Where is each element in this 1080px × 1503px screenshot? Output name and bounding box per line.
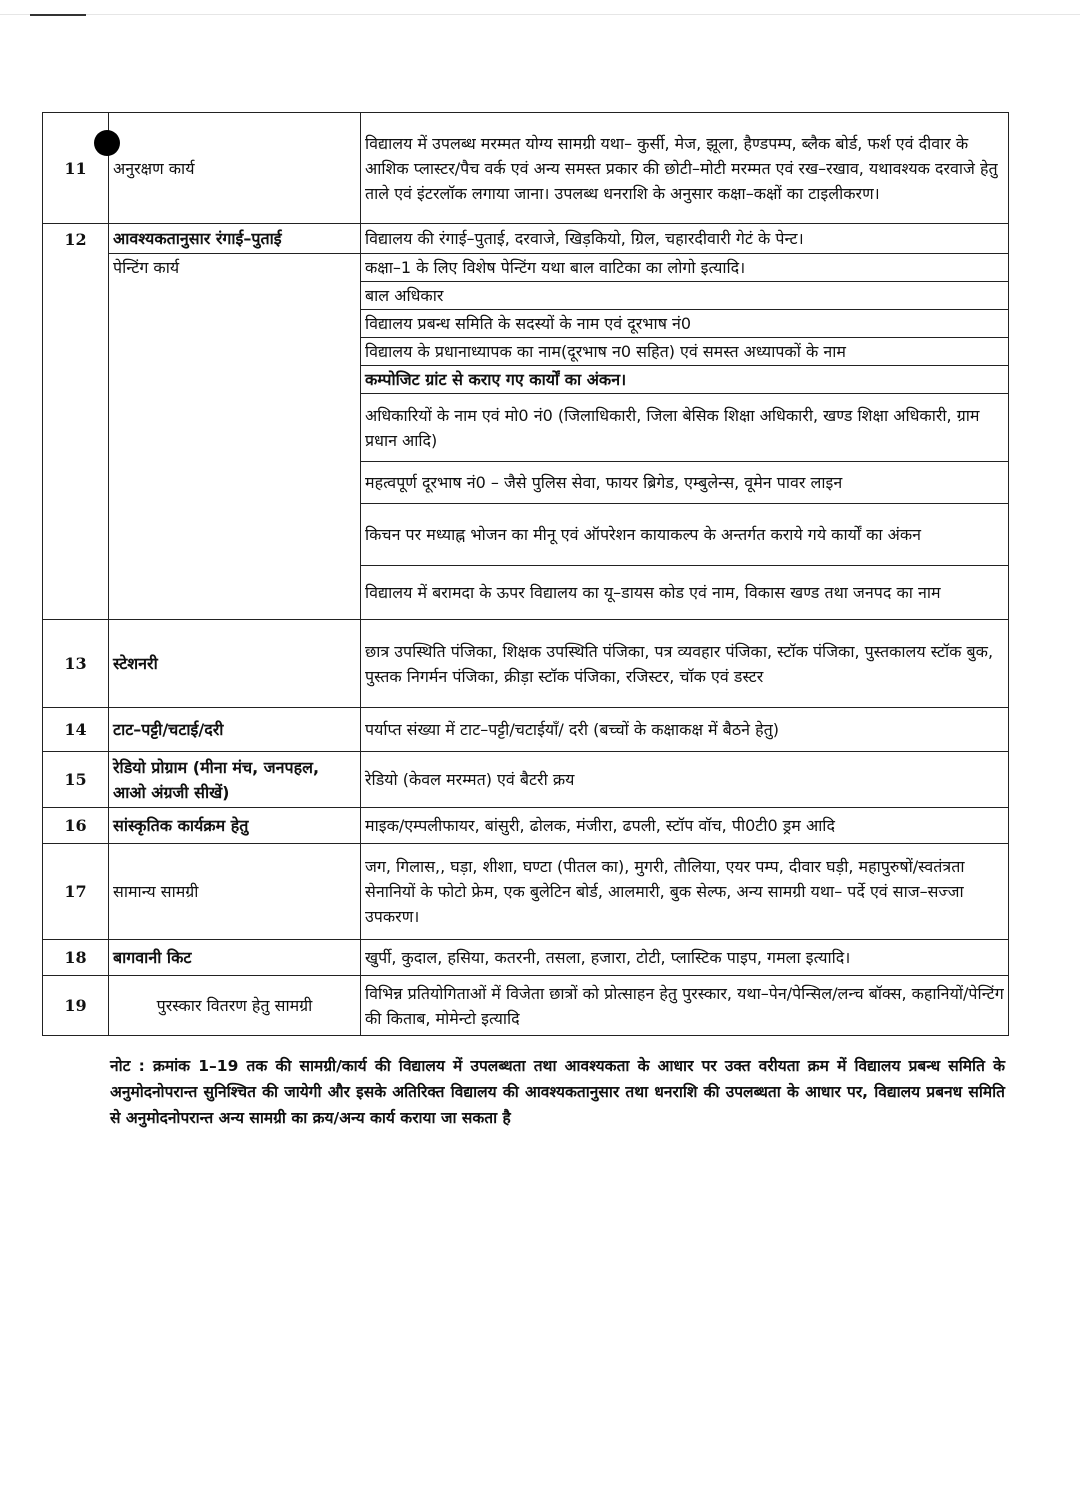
- table-row: [43, 224, 1009, 254]
- painting-item: कम्पोजिट ग्रांट से कराए गए कार्यों का अंकन।: [361, 366, 1009, 394]
- row-number: 13: [43, 620, 109, 708]
- school-grant-works-table: [42, 112, 1009, 1036]
- row-number: 17: [43, 844, 109, 940]
- painting-item: महत्वपूर्ण दूरभाष नं0 – जैसे पुलिस सेवा, फायर ब्रिगेड, एम्बुलेन्स, वूमेन पावर लाइन: [361, 462, 1009, 504]
- work-description: पर्याप्त संख्या में टाट–पट्टी/चटाईयाँ/ दरी (बच्चों के कक्षाकक्ष में बैठने हेतु): [361, 708, 1009, 752]
- work-description: छात्र उपस्थिति पंजिका, शिक्षक उपस्थिति पंजिका, पत्र व्यवहार पंजिका, स्टॉक पंजिका, पुस्तकालय स्टॉक बुक, पुस्तक निगर्मन पंजिका, क्रीड़ा स्टॉक पंजिका, रजिस्टर, चॉक एवं डस्टर: [361, 620, 1009, 708]
- row-number: 18: [43, 940, 109, 976]
- painting-item: विद्यालय के प्रधानाध्यापक का नाम(दूरभाष न0 सहित) एवं समस्त अध्यापकों के नाम: [361, 338, 1009, 366]
- table-row: [43, 808, 1009, 844]
- painting-item: कक्षा–1 के लिए विशेष पेन्टिंग यथा बाल वाटिका का लोगो इत्यादि।: [361, 254, 1009, 282]
- work-name: सामान्य सामग्री: [109, 844, 361, 940]
- work-name: बागवानी किट: [109, 940, 361, 976]
- table-row: [43, 620, 1009, 708]
- work-name: आवश्यकतानुसार रंगाई–पुताई: [109, 224, 361, 254]
- work-name: पुरस्कार वितरण हेतु सामग्री: [109, 976, 361, 1036]
- painting-item: अधिकारियों के नाम एवं मो0 नं0 (जिलाधिकारी, जिला बेसिक शिक्षा अधिकारी, खण्ड शिक्षा अधिकारी, ग्राम प्रधान आदि): [361, 394, 1009, 462]
- work-name: सांस्कृतिक कार्यक्रम हेतु: [109, 808, 361, 844]
- work-name: अनुरक्षण कार्य: [109, 113, 361, 224]
- row-number: 16: [43, 808, 109, 844]
- work-description: माइक/एम्पलीफायर, बांसुरी, ढोलक, मंजीरा, ढपली, स्टॉप वॉच, पी0टी0 ड्रम आदि: [361, 808, 1009, 844]
- row-number: 15: [43, 752, 109, 808]
- painting-item: किचन पर मध्याह्न भोजन का मीनू एवं ऑपरेशन कायाकल्प के अन्तर्गत कराये गये कार्यों का अंकन: [361, 504, 1009, 566]
- painting-item: विद्यालय में बरामदा के ऊपर विद्यालय का यू–डायस कोड एवं नाम, विकास खण्ड तथा जनपद का नाम: [361, 566, 1009, 620]
- footnote: नोट : क्रमांक 1–19 तक की सामग्री/कार्य की विद्यालय में उपलब्धता तथा आवश्यकता के आधार पर उक्त वरीयता क्रम में विद्यालय प्रबन्ध समिति के अनुमोदनोपरान्त सुनिश्चित की जायेगी और इसके अतिरिक्त विद्यालय की आवश्यकतानुसार तथा धनराशि की उपलब्धता के आधार पर, विद्यालय प्रबनध समिति से अनुमोदनोपरान्त अन्य सामग्री का क्रय/अन्य कार्य कराया जा सकता है: [110, 1057, 1005, 1127]
- work-name: रेडियो प्रोग्राम (मीना मंच, जनपहल, आओ अंग्रजी सीखें): [109, 752, 361, 808]
- painting-label: पेन्टिंग कार्य: [109, 254, 361, 620]
- row-number: 19: [43, 976, 109, 1036]
- table-row: [43, 254, 1009, 282]
- painting-item: बाल अधिकार: [361, 282, 1009, 310]
- work-description: खुर्पी, कुदाल, हसिया, कतरनी, तसला, हजारा, टोटी, प्लास्टिक पाइप, गमला इत्यादि।: [361, 940, 1009, 976]
- top-mark: [30, 14, 86, 16]
- table-row: [43, 844, 1009, 940]
- table-row: [43, 708, 1009, 752]
- top-border: [0, 14, 1080, 15]
- work-name: टाट–पट्टी/चटाई/दरी: [109, 708, 361, 752]
- table-row: [43, 752, 1009, 808]
- table-row: [43, 940, 1009, 976]
- punch-hole-mark: [94, 130, 120, 156]
- work-description: विद्यालय में उपलब्ध मरम्मत योग्य सामग्री यथा– कुर्सी, मेज, झूला, हैण्डपम्प, ब्लैक बोर्ड, फर्श एवं दीवार के आशिक प्लास्टर/पैच वर्क एवं अन्य समस्त प्रकार की छोटी–मोटी मरम्मत एवं रख–रखाव, यथावश्यक दरवाजे हेतु ताले एवं इंटरलॉक लगाया जाना। उपलब्ध धनराशि के अनुसार कक्षा–कक्षों का टाइलीकरण।: [361, 113, 1009, 224]
- work-description: जग, गिलास,, घड़ा, शीशा, घण्टा (पीतल का), मुगरी, तौलिया, एयर पम्प, दीवार घड़ी, महापुरुषों/स्वतंत्रता सेनानियों के फोटो फ्रेम, एक बुलेटिन बोर्ड, आलमारी, बुक सेल्फ, अन्य सामग्री यथा– पर्दे एवं साज–सज्जा उपकरण।: [361, 844, 1009, 940]
- work-name: स्टेशनरी: [109, 620, 361, 708]
- table-row: [43, 976, 1009, 1036]
- row-number: 11: [43, 113, 109, 224]
- work-description: रेडियो (केवल मरम्मत) एवं बैटरी क्रय: [361, 752, 1009, 808]
- table-row: [43, 113, 1009, 224]
- work-description: विभिन्न प्रतियोगिताओं में विजेता छात्रों को प्रोत्साहन हेतु पुरस्कार, यथा–पेन/पेन्सिल/लन्च बॉक्स, कहानियों/पेन्टिंग की किताब, मोमेन्टो इत्यादि: [361, 976, 1009, 1036]
- row-number: 14: [43, 708, 109, 752]
- painting-item: विद्यालय प्रबन्ध समिति के सदस्यों के नाम एवं दूरभाष नं0: [361, 310, 1009, 338]
- row-number: 12: [43, 224, 109, 620]
- work-description: विद्यालय की रंगाई–पुताई, दरवाजे, खिड़कियो, ग्रिल, चहारदीवारी गेटं के पेन्ट।: [361, 224, 1009, 254]
